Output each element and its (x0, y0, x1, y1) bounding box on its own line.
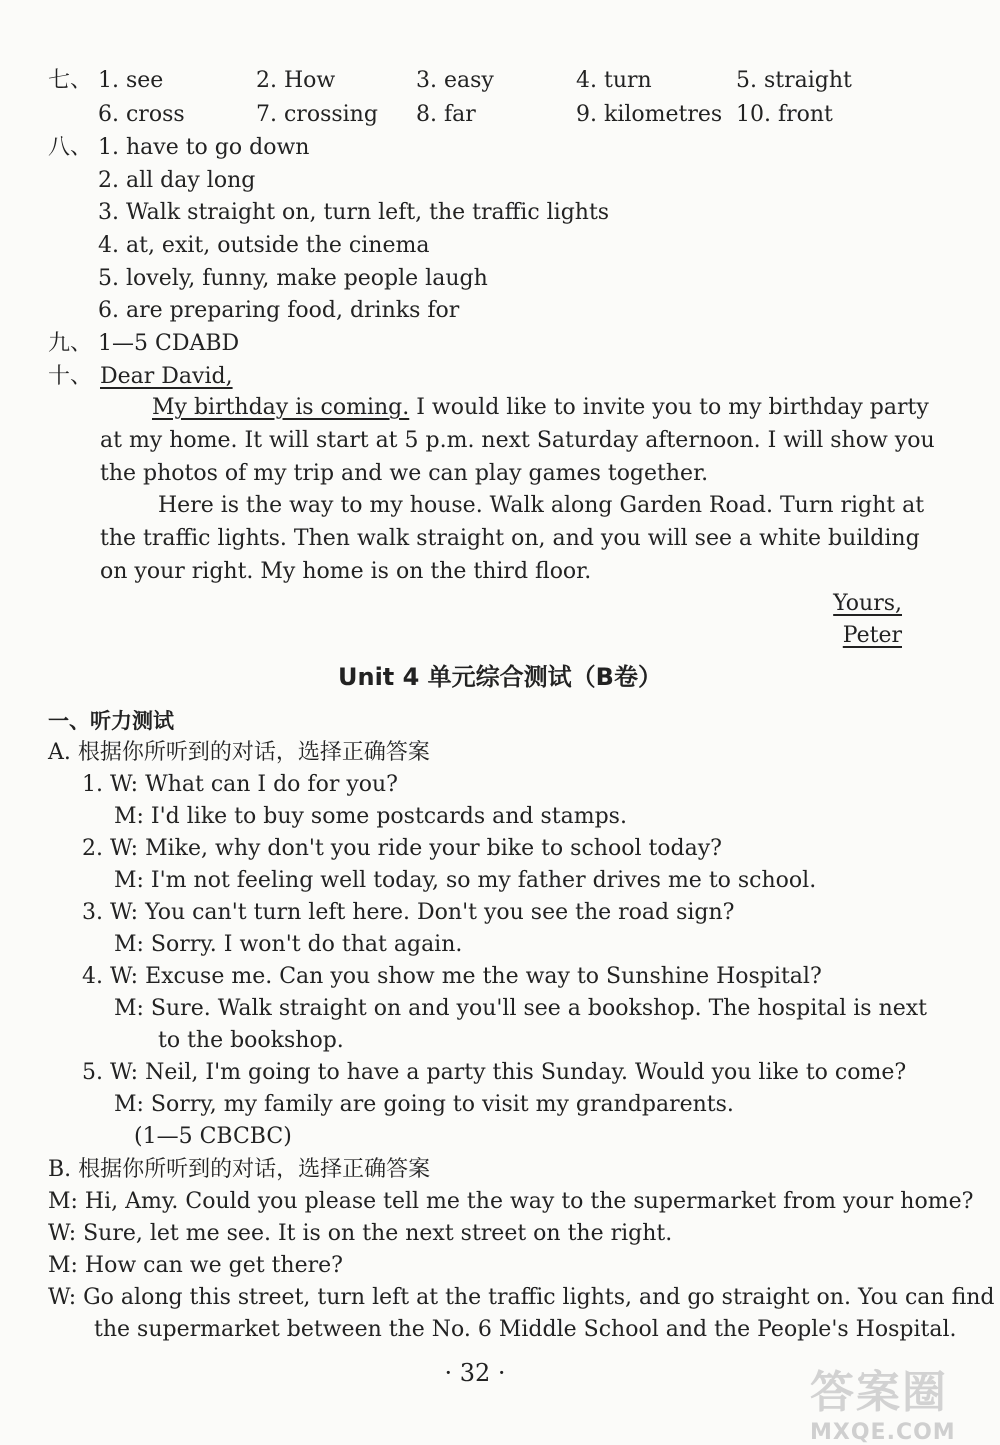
answer-cell: 2. How (256, 68, 336, 93)
answer-cell: 6. cross (98, 102, 185, 127)
list-item: 3. Walk straight on, turn left, the traffic lights (98, 200, 610, 225)
dialogue-line: M: Sorry, my family are going to visit my grandparents. (114, 1092, 734, 1117)
answer-cell: 9. kilometres (576, 102, 723, 127)
answer-cell: 5. straight (736, 68, 852, 93)
dialogue-line: 4. W: Excuse me. Can you show me the way to Sunshine Hospital? (82, 964, 822, 989)
section-9-answers: 1—5 CDABD (98, 331, 240, 356)
answer-cell: 4. turn (576, 68, 652, 93)
letter-closing: Yours, (833, 591, 902, 616)
letter-greeting: Dear David, (100, 364, 233, 389)
page-number: · 32 · (444, 1359, 506, 1387)
watermark-url: MXQE.COM (810, 1420, 956, 1445)
list-item: 2. all day long (98, 168, 256, 193)
letter-underlined-sentence: My birthday is coming. (152, 395, 410, 420)
watermark (810, 1356, 990, 1445)
watermark-logo-text: 答案圈 (810, 1367, 948, 1418)
dialogue-line: M: How can we get there? (48, 1253, 343, 1278)
part-a-heading: A. 根据你所听到的对话，选择正确答案 (48, 740, 430, 765)
answer-cell: 3. easy (416, 68, 494, 93)
dialogue-line: the supermarket between the No. 6 Middle School and the People's Hospital. (94, 1317, 957, 1342)
list-item: 6. are preparing food, drinks for (98, 298, 460, 323)
letter-line (152, 393, 929, 423)
list-item: 1. have to go down (98, 135, 310, 160)
dialogue-line: M: I'm not feeling well today, so my father drives me to school. (114, 868, 817, 893)
unit-title: Unit 4 单元综合测试（B卷） (338, 663, 662, 691)
letter-line: at my home. It will start at 5 p.m. next Saturday afternoon. I will show you (100, 428, 935, 453)
dialogue-line: 3. W: You can't turn left here. Don't you see the road sign? (82, 900, 735, 925)
dialogue-line: W: Go along this street, turn left at the traffic lights, and go straight on. You can find (48, 1285, 995, 1310)
letter-line: the photos of my trip and we can play games together. (100, 461, 709, 486)
section-8-marker: 八、 (48, 135, 93, 160)
dialogue-line: to the bookshop. (158, 1028, 344, 1053)
dialogue-line: M: Hi, Amy. Could you please tell me the way to the supermarket from your home? (48, 1189, 974, 1214)
letter-line-rest: I would like to invite you to my birthday party (409, 395, 929, 420)
letter-line: Here is the way to my house. Walk along Garden Road. Turn right at (158, 493, 925, 518)
letter-signature: Peter (842, 623, 902, 648)
dialogue-line: W: Sure, let me see. It is on the next street on the right. (48, 1221, 673, 1246)
part-b-heading: B. 根据你所听到的对话，选择正确答案 (48, 1157, 431, 1182)
dialogue-line: M: Sure. Walk straight on and you'll see a bookshop. The hospital is next (114, 996, 928, 1021)
answer-cell: 1. see (98, 68, 164, 93)
dialogue-line: M: I'd like to buy some postcards and stamps. (114, 804, 627, 829)
dialogue-line: 2. W: Mike, why don't you ride your bike to school today? (82, 836, 722, 861)
answer-cell: 10. front (736, 102, 833, 127)
section-7-marker: 七、 (48, 68, 93, 93)
dialogue-line: 5. W: Neil, I'm going to have a party this Sunday. Would you like to come? (82, 1060, 907, 1085)
section-10-marker: 十、 (48, 364, 93, 389)
answer-cell: 7. crossing (256, 102, 378, 127)
letter-line: the traffic lights. Then walk straight on, and you will see a white building (100, 526, 920, 551)
dialogue-line: M: Sorry. I won't do that again. (114, 932, 463, 957)
answer-key: (1—5 CBCBC) (134, 1124, 292, 1149)
list-item: 4. at, exit, outside the cinema (98, 233, 430, 258)
part-1-heading: 一、听力测试 (48, 709, 174, 733)
answer-cell: 8. far (416, 102, 476, 127)
dialogue-line: 1. W: What can I do for you? (82, 772, 398, 797)
section-9-marker: 九、 (48, 331, 93, 356)
letter-line: on your right. My home is on the third floor. (100, 559, 592, 584)
list-item: 5. lovely, funny, make people laugh (98, 266, 488, 291)
